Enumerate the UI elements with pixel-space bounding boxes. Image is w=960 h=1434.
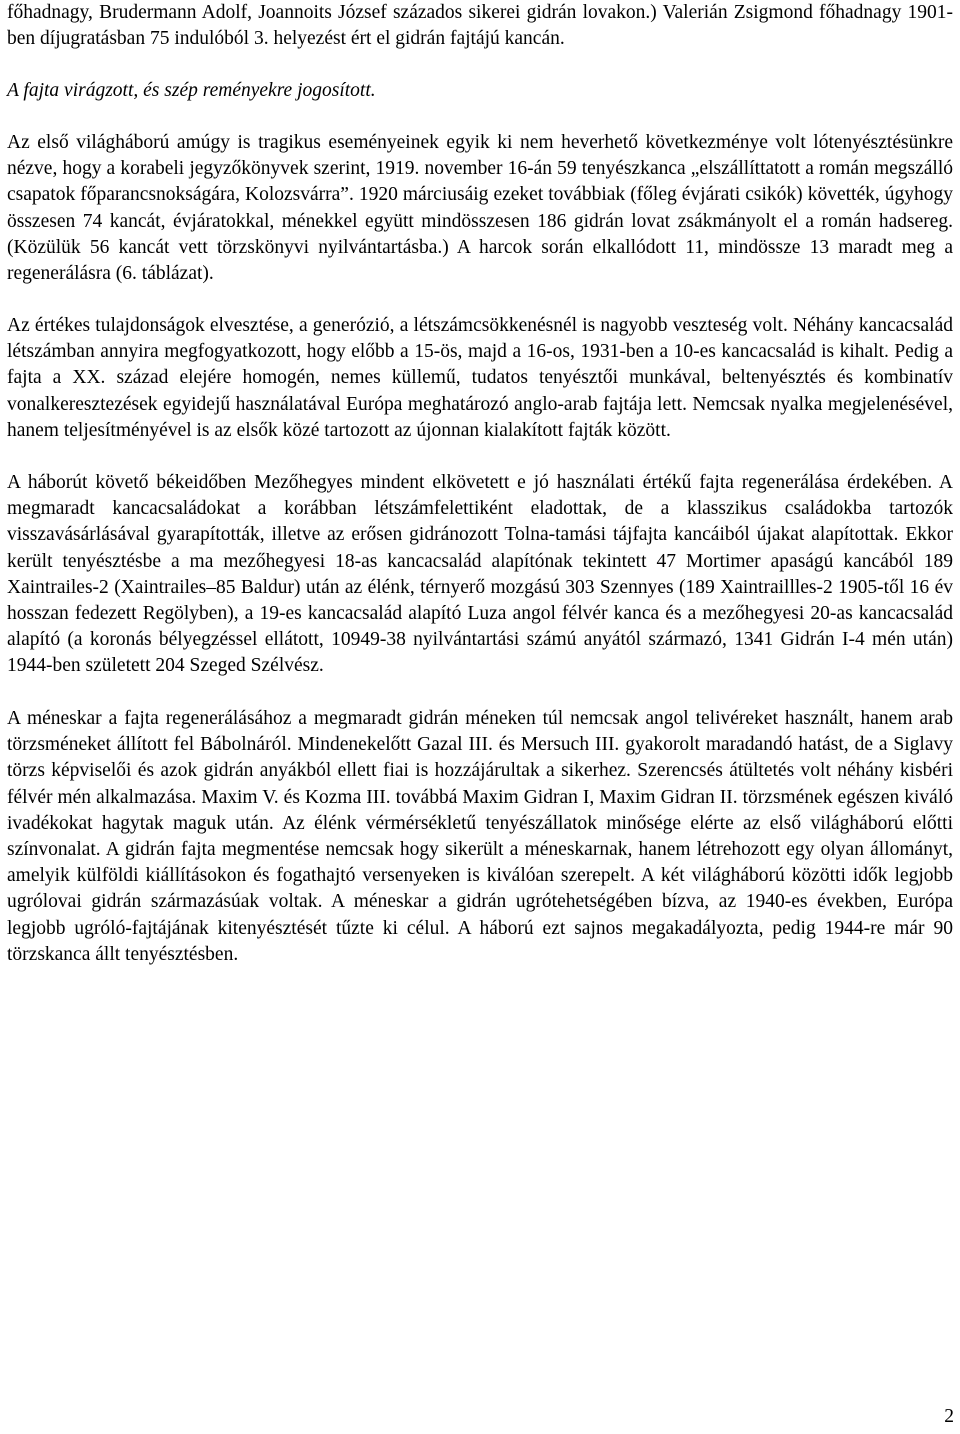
page-number: 2 xyxy=(944,1406,954,1427)
paragraph-4: Az értékes tulajdonságok elvesztése, a generózió, a létszámcsökkenésnél is nagyobb veszteség volt. Néhány kancacsalád létszámban annyira megfogyatkozott, hogy előbb a 15-ös, majd a 16-os, 1931-ben a 10-es kancacsalád is kihalt. Pedig a fajta a XX. század elejére homogén, nemes küllemű, tudatos tenyésztői munkával, beltenyésztés és kombinatív vonalkeresztezések egyidejű használatával Európa meghatározó anglo-arab fajtája lett. Nemcsak nyalka megjelenésével, hanem teljesítményével is az elsők közé tartozott az újonnan kialakított fajták között. xyxy=(7,315,953,441)
paragraph-5: A háborút követő békeidőben Mezőhegyes mindent elkövetett e jó használati értékű fajta regenerálása érdekében. A megmaradt kancacsaládokat a korábban létszámfelettiként eladottak, de a klasszikus családokba tartozók visszavásárlásával gyarapították, illetve az erősen gidránozott Tolna-tamási tájfajta kancáiból újakat alapítottak. Ekkor került tenyésztésbe a ma mezőhegyesi 18-as kancacsalád alapítónak tekintett 47 Mortimer apaságú kancából 189 Xaintrailes-2 (Xaintrailes–85 Baldur) után az élénk, térnyerő mozgású 303 Szennyes (189 Xaintraillles-2 1905-től 16 év hosszan fedezett Regölyben), a 19-es kancacsalád alapító Luza angol félvér kanca és a mezőhegyesi 20-as kancacsalád alapító (a koronás bélyegzéssel ellátott, 10949-38 nyilvántartási számú anyától származó, 1341 Gidrán I-4 mén után) 1944-ben született 204 Szeged Szélvész. xyxy=(7,472,953,677)
paragraph-2-italic: A fajta virágzott, és szép reményekre jogosított. xyxy=(7,80,376,101)
paragraph-6: A méneskar a fajta regenerálásához a megmaradt gidrán méneken túl nemcsak angol telivéreket használt, hanem arab törzsméneket állított fel Bábolnáról. Mindenekelőtt Gazal III. és Mersuch III. gyakorolt maradandó hatást, de a Siglavy törzs képviselői és azok gidrán anyákból ellett fiai is hozzájárultak a sikerhez. Szerencsés átültetés volt néhány kisbéri félvér mén alkalmazása. Maxim V. és Kozma III. továbbá Maxim Gidran I, Maxim Gidran II. törzsmének egészen kiváló ivadékokat hagytak maguk után. Az élénk vérmérsékletű tenyészállatok minősége elérte az első világháború előtti színvonalat. A gidrán fajta megmentése nemcsak hogy sikerült a méneskarnak, hanem létrehozott egy olyan állományt, amelyik külföldi kiállításokon és fogathajtó versenyeken is kiválóan szerepelt. A két világháború közötti idők legjobb ugrólovai gidrán származásúak voltak. A méneskar a gidrán ugrótehetségében bízva, az 1940-es években, Európa legjobb ugróló-fajtájának kitenyésztését tűzte ki célul. A háború ezt sajnos megakadályozta, pedig 1944-re már 90 törzskanca állt tenyésztésben. xyxy=(7,708,953,965)
paragraph-3: Az első világháború amúgy is tragikus eseményeinek egyik ki nem heverhető következménye volt lótenyésztésünkre nézve, hogy a korabeli jegyzőkönyvek szerint, 1919. november 16-án 59 tenyészkanca „elszállíttatott a román megszálló csapatok főparancsnokságára, Kolozsvárra”. 1920 márciusáig ezeket továbbiak (főleg évjárati csikók) követték, úgyhogy összesen 74 kancát, évjáratokkal, ménekkel együtt mindösszesen 186 gidrán lovat zsákmányolt el a román hadsereg. (Közülük 56 kancát vett törzskönyvi nyilvántartásba.) A harcok során elkallódott 11, mindössze 13 maradt meg a regenerálásra (6. táblázat). xyxy=(7,132,953,285)
paragraph-1: főhadnagy, Brudermann Adolf, Joannoits József százados sikerei gidrán lovakon.) Valerián Zsigmond főhadnagy 1901-ben díjugratásban 75 indulóból 3. helyezést ért el gidrán fajtájú kancán. xyxy=(7,2,953,50)
